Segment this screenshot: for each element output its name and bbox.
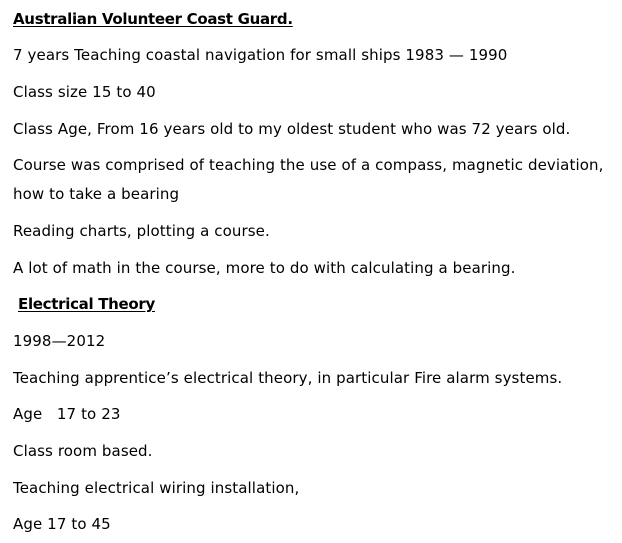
text-line: Age 17 to 23 bbox=[13, 405, 121, 423]
text-line: Class Age, From 16 years old to my oldest student who was 72 years old. bbox=[13, 120, 571, 138]
text-line: Course was comprised of teaching the use of a compass, magnetic deviation, bbox=[13, 156, 604, 174]
text-line: 1998—2012 bbox=[13, 332, 106, 350]
section-heading-coast-guard: Australian Volunteer Coast Guard. bbox=[13, 10, 293, 28]
text-line: Age 17 to 45 bbox=[13, 515, 111, 533]
text-line: Teaching apprentice’s electrical theory, in particular Fire alarm systems. bbox=[13, 369, 563, 387]
text-line: Teaching electrical wiring installation, bbox=[13, 479, 300, 497]
text-line: 7 years Teaching coastal navigation for small ships 1983 — 1990 bbox=[13, 46, 508, 64]
text-line: Class size 15 to 40 bbox=[13, 83, 156, 101]
text-line: Class room based. bbox=[13, 442, 153, 460]
text-line: A lot of math in the course, more to do with calculating a bearing. bbox=[13, 259, 516, 277]
text-line: how to take a bearing bbox=[13, 185, 180, 203]
section-heading-electrical-theory: Electrical Theory bbox=[18, 295, 156, 313]
text-line: Reading charts, plotting a course. bbox=[13, 222, 270, 240]
